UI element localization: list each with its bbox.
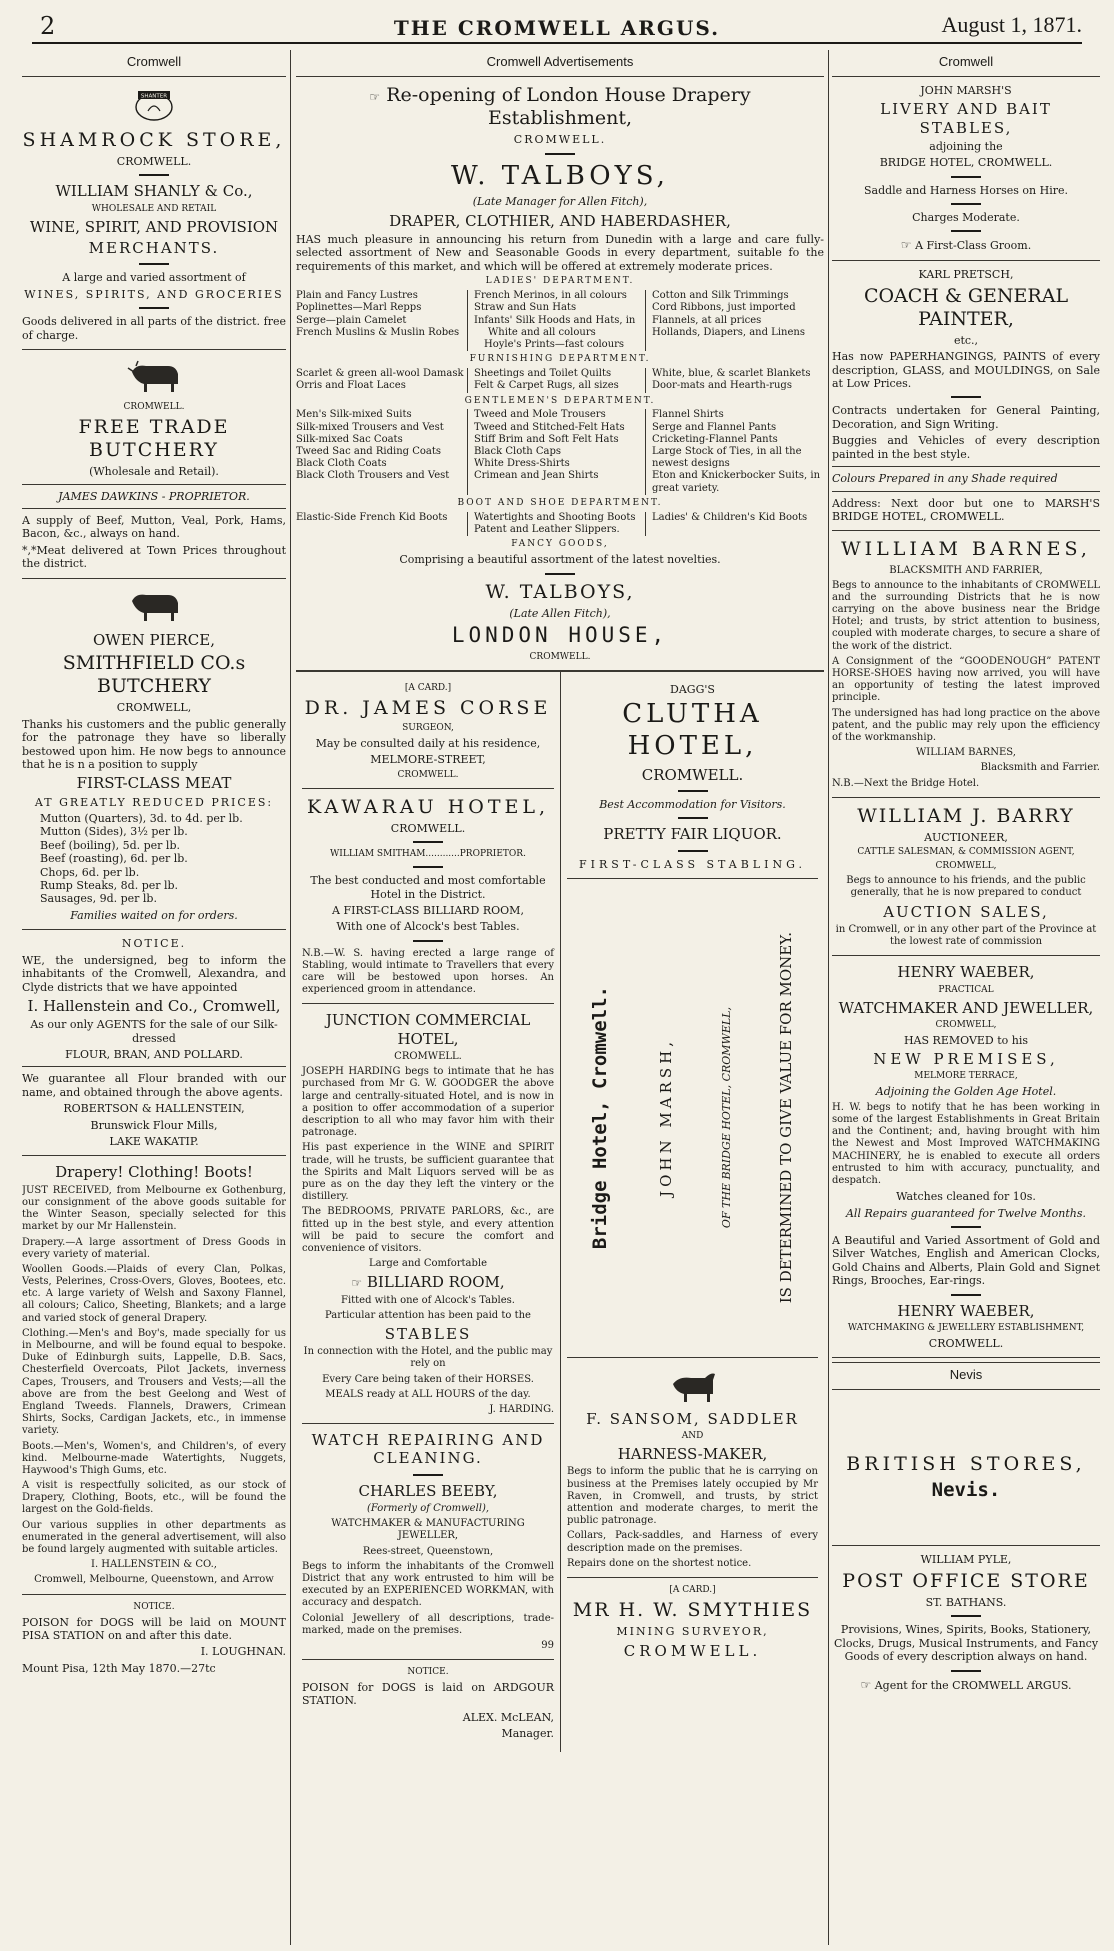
list-item: Scarlet & green all-wool Damask <box>296 368 464 380</box>
page-number: 2 <box>40 12 56 40</box>
ad-sign: Blacksmith and Farrier. <box>980 762 1100 774</box>
ad-name: KARL PRETSCH, <box>918 268 1014 282</box>
ad-title: LIVERY AND BAIT STABLES, <box>880 100 1052 137</box>
list-item: Cotton and Silk Trimmings <box>652 290 789 302</box>
ad-text: FIRST-CLASS STABLING. <box>579 857 806 871</box>
left-column <box>22 50 286 1943</box>
ad-card: [A CARD.] <box>404 682 452 693</box>
ad-heading: AT GREATLY REDUCED PRICES: <box>34 795 274 809</box>
vertical-text: IS DETERMINED TO GIVE VALUE FOR MONEY. <box>777 932 796 1304</box>
ad-text: Watches cleaned for 10s. <box>896 1190 1036 1204</box>
ad-text: A First-Class Groom. <box>915 239 1032 253</box>
ad-place: CROMWELL. <box>529 651 591 662</box>
ad-prop: WILLIAM SMITHAM............PROPRIETOR. <box>330 849 526 860</box>
list-item: Hollands, Diapers, and Linens <box>652 326 805 338</box>
vertical-text: OF THE BRIDGE HOTEL, CROMWELL, <box>719 1007 733 1229</box>
ad-text: Charges Moderate. <box>912 211 1020 225</box>
ad-text: Colonial Jewellery of all descriptions, trade-marked, made on the premises. <box>302 1612 554 1636</box>
dr-corse-card <box>302 676 554 789</box>
ad-text: Begs to inform the inhabitants of the Cromwell District that any work entrusted to him will be executed by an EXPERIENCED WORKMAN, with accuracy and despatch. <box>302 1560 554 1609</box>
ad-title: SHAMROCK STORE, <box>22 128 286 151</box>
ad-trade: HARNESS-MAKER, <box>617 1445 768 1464</box>
list-item: Ladies' & Children's Kid Boots <box>652 511 808 523</box>
price-item: Beef (boiling), 5d. per lb. <box>40 838 180 852</box>
ad-title: WILLIAM BARNES, <box>841 538 1091 561</box>
list-item: Stiff Brim and Soft Felt Hats <box>474 433 619 445</box>
ad-text: A visit is respectfully solicited, as our stock of Drapery, Clothing, Boots, etc., will be found the largest on the Gold-fields. <box>22 1480 286 1516</box>
ad-text: MELMORE TERRACE, <box>914 1071 1018 1082</box>
ad-place: CROMWELL. <box>394 1051 462 1063</box>
ad-house: LONDON HOUSE, <box>451 623 669 648</box>
list-item: Flannel Shirts <box>652 409 724 421</box>
clutha-hotel-ad <box>567 676 818 879</box>
ad-sign: HENRY WAEBER, <box>897 1301 1035 1320</box>
list-item: Sheetings and Toilet Quilts <box>474 368 612 380</box>
section-header: Nevis <box>832 1362 1100 1390</box>
ad-place: CROMWELL. <box>123 401 185 412</box>
list-item: Orris and Float Laces <box>296 380 406 392</box>
ad-text: Repairs done on the shortest notice. <box>567 1557 752 1569</box>
ad-text: With one of Alcock's best Tables. <box>336 920 520 934</box>
vertical-text: Bridge Hotel, Cromwell. <box>589 986 612 1250</box>
list-item: French Merinos, in all colours <box>474 290 627 302</box>
list-item: Door-mats and Hearth-rugs <box>652 380 792 392</box>
smythies-card <box>567 1578 818 1667</box>
shamrock-emblem-icon <box>124 85 184 125</box>
barnes-blacksmith-ad <box>832 531 1100 797</box>
ad-text: Best Accommodation for Visitors. <box>599 797 786 811</box>
furnishing-department-table <box>296 368 824 392</box>
british-stores-ad <box>832 1390 1100 1546</box>
beeby-watch-ad <box>302 1424 554 1660</box>
ad-card: [A CARD.] <box>669 1584 716 1595</box>
pretsch-painter-ad <box>832 261 1100 531</box>
ad-text: Comprising a beautiful assortment of the latest novelties. <box>399 553 721 567</box>
ad-trade: DRAPER, CLOTHIER, AND HABERDASHER, <box>389 211 731 230</box>
ad-text: POISON for DOGS is laid on ARDGOUR STATION. <box>302 1681 554 1708</box>
ad-text: All Repairs guaranteed for Twelve Months. <box>845 1206 1087 1220</box>
ad-title: BRITISH STORES, <box>846 1453 1086 1476</box>
ad-text: Saddle and Harness Horses on Hire. <box>863 183 1069 197</box>
ad-title: POST OFFICE STORE <box>842 1569 1090 1592</box>
pointing-hand-icon: ☞ <box>860 1677 872 1692</box>
ad-text: Begs to announce to his friends, and the public generally, that he is now prepared to conduct <box>846 875 1086 899</box>
ad-text: Agent for the CROMWELL ARGUS. <box>874 1678 1072 1692</box>
list-item: Black Cloth Coats <box>296 458 387 470</box>
department-heading: LADIES' DEPARTMENT. <box>485 276 635 287</box>
column-header: Cromwell <box>832 50 1100 77</box>
ad-text: WE, the undersigned, beg to inform the inhabitants of the Cromwell, Alexandra, and Clyde districts that we have appointed <box>22 953 286 994</box>
ad-number: 99 <box>541 1639 554 1651</box>
ad-text: MEALS ready at ALL HOURS of the day. <box>325 1388 531 1400</box>
ad-text: As our only AGENTS for the sale of our Silk-dressed <box>30 1018 278 1045</box>
ad-text: A Beautiful and Varied Assortment of Gold and Silver Watches, English and American Clocks, Gold Chains and Alberts, Plain Gold and Signet Rings, Brooches, Ear-rings. <box>832 1233 1100 1288</box>
ad-place: CROMWELL, <box>935 861 997 872</box>
ad-owner: DAGG'S <box>670 682 715 696</box>
ad-owner: OWEN PIERCE, <box>92 630 215 649</box>
column-divider <box>828 50 829 1945</box>
column-divider <box>290 50 291 1945</box>
column-header: Cromwell Advertisements <box>296 50 824 77</box>
ad-sign: LAKE WAKATIP. <box>109 1135 199 1149</box>
ad-text: Clothing.—Men's and Boy's, made specially for us in Melbourne, and will be found equal to bespoke. Duke of Edinburgh suits, Lappelle, D.B. Sacs, Chesterfield Overcoats, Pilot Jackets, inverness Capes, Trousers, and Trousers and Vests;—all the above are from the best Geelong and West of England Tweeds. Flannels, Drawers, Crimean Shirts, Socks, Cardigan Jackets, etc., in immense variety. <box>22 1327 286 1437</box>
ad-proprietor: JAMES DAWKINS - PROPRIETOR. <box>58 489 250 503</box>
ad-text: Provisions, Wines, Spirits, Books, Stationery, Clocks, Drugs, Musical Instruments, and Fancy Goods of every description always on hand. <box>833 1623 1099 1664</box>
ad-and: AND <box>681 1431 704 1442</box>
kawarau-hotel-ad <box>302 789 554 1005</box>
department-heading: GENTLEMEN'S DEPARTMENT. <box>464 395 656 406</box>
ad-business: MERCHANTS. <box>88 239 220 257</box>
ad-firm: I. Hallenstein and Co., Cromwell, <box>27 996 281 1015</box>
ad-trade: WHOLESALE AND RETAIL <box>91 203 217 214</box>
ad-place: Nevis. <box>931 1479 1001 1502</box>
ad-text: in Cromwell, or in any other part of the Province at the lowest rate of commission <box>835 923 1097 948</box>
marsh-livery-ad <box>832 77 1100 261</box>
ad-text: Begs to inform the public that he is carrying on business at the Premises lately occupied by Mr Raven, in Cromwell, and trusts, by strict attention and moderate charges, to merit the public patronage. <box>567 1466 818 1527</box>
ad-text: A FIRST-CLASS BILLIARD ROOM, <box>332 903 524 917</box>
ad-date: Mount Pisa, 12th May 1870.—27tc <box>22 1661 216 1675</box>
middle-left-subcolumn <box>296 672 560 1752</box>
ad-text: In connection with the Hotel, and the public may rely on <box>303 1346 553 1370</box>
ad-text: Fitted with one of Alcock's Tables. <box>341 1294 515 1306</box>
ladies-department-table <box>296 290 824 351</box>
ad-text: The best conducted and most comfortable Hotel in the District. <box>310 874 546 901</box>
hallenstein-drapery-ad <box>22 1156 286 1594</box>
ad-sign: Cromwell, Melbourne, Queenstown, and Arrow <box>34 1574 274 1586</box>
ad-text: BRIDGE HOTEL, CROMWELL. <box>879 156 1053 170</box>
list-item: White, blue, & scarlet Blankets <box>652 368 811 380</box>
issue-date: August 1, 1871. <box>941 12 1082 37</box>
ad-place: CROMWELL. <box>513 133 607 147</box>
middle-right-subcolumn <box>560 672 824 1752</box>
list-item: Tweed and Mole Trousers <box>474 409 606 421</box>
ad-text: PRETTY FAIR LIQUOR. <box>603 825 782 844</box>
ad-place: Rees-street, Queenstown, <box>362 1545 494 1557</box>
ad-text: Our various supplies in other departments as enumerated in the general advertisement, will also be found largely augmented with suitable articles. <box>22 1519 286 1556</box>
list-item: Silk-mixed Trousers and Vest <box>296 421 444 433</box>
ad-text: BILLIARD ROOM, <box>366 1273 505 1292</box>
ad-text: MELMORE-STREET, <box>370 753 486 767</box>
list-item: Serge and Flannel Pants <box>652 421 777 433</box>
ad-text: HAS REMOVED to his <box>903 1033 1029 1047</box>
ad-heading: NOTICE. <box>407 1667 449 1678</box>
ad-place: CROMWELL. <box>390 821 466 835</box>
price-list <box>22 812 286 906</box>
pointing-hand-icon: ☞ <box>351 1276 363 1291</box>
ad-place: ST. BATHANS. <box>925 1596 1007 1610</box>
ad-text: Thanks his customers and the public generally for the patronage they have so liberally bestowed upon him. He now begs to announce that he is n a position to supply <box>22 717 286 771</box>
ad-sign: ROBERTSON & HALLENSTEIN, <box>63 1102 245 1116</box>
smithfield-butchery-ad <box>22 579 286 931</box>
ad-text: JUST RECEIVED, from Melbourne ex Gothenburg, our consignment of the above goods suitable for the Winter Season, specially selected for this market by our Mr Hallenstein. <box>22 1184 286 1233</box>
ad-name: WILLIAM PYLE, <box>920 1553 1012 1567</box>
pointing-hand-icon: ☞ <box>369 89 381 104</box>
column-header: Cromwell <box>22 50 286 77</box>
ad-text: Goods delivered in all parts of the district. free of charge. <box>22 315 286 342</box>
mount-pisa-notice-ad <box>22 1595 286 1683</box>
ad-sign: WILLIAM BARNES, <box>916 747 1016 759</box>
ad-place: CROMWELL. <box>641 765 744 784</box>
ad-title: COACH & GENERAL PAINTER, <box>863 284 1069 330</box>
list-item: Infants' Silk Hoods and Hats, in <box>474 314 636 326</box>
ad-sign: J. HARDING. <box>489 1403 554 1415</box>
ad-place: CROMWELL, <box>935 1019 997 1030</box>
ad-business: WINE, SPIRIT, AND PROVISION <box>29 217 279 236</box>
waeber-watchmaker-ad <box>832 956 1100 1358</box>
ad-sign: ALEX. McLEAN, <box>462 1710 554 1724</box>
ad-name: CHARLES BEEBY, <box>358 1481 498 1500</box>
ad-title: SMITHFIELD CO.s BUTCHERY <box>62 651 246 698</box>
ad-role: Manager. <box>501 1727 554 1741</box>
ad-title: CLUTHA HOTEL, <box>622 699 763 761</box>
list-item: Eton and Knickerbocker Suits, in great variety. <box>652 470 821 494</box>
ad-trade: BLACKSMITH AND FARRIER, <box>889 564 1043 576</box>
list-item: Poplinettes—Marl Repps <box>296 302 422 314</box>
ad-title: KAWARAU HOTEL, <box>306 795 550 818</box>
list-item: Black Cloth Caps <box>474 446 562 458</box>
price-item: Mutton (Sides), 3½ per lb. <box>40 825 188 839</box>
ad-sub: (Late Manager for Allen Fitch), <box>472 195 648 209</box>
list-item: Cricketing-Flannel Pants <box>652 433 778 445</box>
ad-headline: Re-opening of London House Drapery Establishment, <box>386 83 751 130</box>
ad-title: WATCHMAKER AND JEWELLER, <box>838 998 1094 1017</box>
department-heading: FANCY GOODS, <box>511 539 609 550</box>
ad-role: AUCTIONEER, <box>924 830 1008 844</box>
ad-text: CATTLE SALESMAN, & COMMISSION AGENT, <box>857 847 1075 858</box>
list-item: White Dress-Shirts <box>474 458 570 470</box>
price-item: Chops, 6d. per lb. <box>40 865 140 879</box>
ad-text: Begs to announce to the inhabitants of CROMWELL and the surrounding Districts that he is now carrying on the above business near the Bridge Hotel; and trusts, by strict attention to business, coupled with moderate charges, to secure a share of the work of the district. <box>832 579 1100 652</box>
ad-sign: CROMWELL. <box>928 1336 1004 1350</box>
ad-role: SURGEON, <box>402 722 454 733</box>
list-item: Men's Silk-mixed Suits <box>296 409 412 421</box>
ad-title: DR. JAMES CORSE <box>304 696 552 719</box>
ad-text: JOSEPH HARDING begs to intimate that he has purchased from Mr G. W. GOODGER the above large and centrally-situated Hotel, and is now in a position to offer accommodation of a superior description to all who may favor him with their patronage. <box>302 1066 554 1139</box>
ad-owner: WILLIAM SHANLY & Co., <box>55 182 253 201</box>
sansom-saddler-ad <box>567 1358 818 1578</box>
ad-title: WILLIAM J. BARRY <box>857 804 1075 827</box>
ad-footer: Families waited on for orders. <box>70 908 238 922</box>
list-item: Plain and Fancy Lustres <box>296 290 418 302</box>
ad-title: JUNCTION COMMERCIAL HOTEL, <box>325 1011 531 1048</box>
department-heading: FURNISHING DEPARTMENT. <box>469 354 651 365</box>
ad-text: STABLES <box>384 1324 472 1343</box>
ad-heading: NOTICE. <box>121 937 187 951</box>
price-item: Mutton (Quarters), 3d. to 4d. per lb. <box>40 812 243 826</box>
price-item: Beef (roasting), 6d. per lb. <box>40 852 188 866</box>
list-item: Hoyle's Prints—fast colours <box>484 338 625 350</box>
list-item: White and all colours <box>488 326 596 338</box>
ad-sub: (Late Allen Fitch), <box>509 606 611 620</box>
ad-text: *,*Meat delivered at Town Prices throughout the district. <box>22 543 286 571</box>
ad-text: Contracts undertaken for General Painting, Decoration, and Sign Writing. <box>832 404 1100 431</box>
price-item: Sausages, 9d. per lb. <box>40 892 157 906</box>
list-item: Black Cloth Trousers and Vest <box>296 470 450 482</box>
ad-text: A large and varied assortment of <box>62 271 246 285</box>
vertical-text: JOHN MARSH, <box>656 1038 675 1198</box>
ad-text: Drapery.—A large assortment of Dress Goods in every variety of material. <box>22 1236 286 1260</box>
ad-place: CROMWELL. <box>116 155 192 169</box>
price-item: Rump Steaks, 8d. per lb. <box>40 879 179 893</box>
flour-notice-ad <box>22 930 286 1156</box>
ad-text: Particular attention has been paid to the <box>325 1309 531 1321</box>
ad-text: WINES, SPIRITS, AND GROCERIES <box>24 287 284 301</box>
masthead <box>32 8 1082 44</box>
ad-text: Every Care being taken of their HORSES. <box>322 1373 534 1385</box>
barry-auctioneer-ad <box>832 798 1100 957</box>
ad-text: HAS much pleasure in announcing his return from Dunedin with a large and care fully-selected assortment of New and Seasonable Goods in every department, suitable fo the requirements of this market, and which will be offered at extremely moderate prices. <box>296 233 824 273</box>
ad-place: CROMWELL. <box>397 769 459 780</box>
ad-text: Buggies and Vehicles of every description painted in the best style. <box>832 434 1100 461</box>
ad-title: WATCH REPAIRING AND CLEANING. <box>311 1431 545 1468</box>
ad-text: The BEDROOMS, PRIVATE PARLORS, &c., are fitted up in the best style, and every attention will be paid to secure the comfort and convenience of visitors. <box>302 1206 554 1254</box>
right-column <box>832 50 1100 1943</box>
list-item: Watertights and Shooting Boots <box>474 511 636 523</box>
ad-text: etc., <box>953 333 979 347</box>
ad-text: His past experience in the WINE and SPIRIT trade, will he trusts, be sufficient guarantee that the Spirits and Malt Liquors served will be as pure as on the day they left the vintery or the distillery. <box>302 1142 554 1203</box>
list-item: Elastic-Side French Kid Boots <box>296 511 448 523</box>
ad-sign: W. TALBOYS, <box>485 580 635 603</box>
middle-subcolumns <box>296 671 824 1752</box>
ad-heading: NOTICE. <box>133 1601 175 1612</box>
ad-role: MINING SURVEYOR, <box>616 1625 769 1639</box>
ad-title: Drapery! Clothing! Boots! <box>55 1163 253 1182</box>
ad-text: A supply of Beef, Mutton, Veal, Pork, Hams, Bacon, &c., always on hand. <box>22 514 286 541</box>
ad-title: F. SANSOM, SADDLER <box>586 1409 799 1428</box>
ad-title: MR H. W. SMYTHIES <box>572 1598 813 1621</box>
department-heading: BOOT AND SHOE DEPARTMENT. <box>457 497 663 508</box>
ad-title: W. TALBOYS, <box>451 160 669 191</box>
ad-text: Colours Prepared in any Shade required <box>832 472 1058 486</box>
gentlemens-department-table <box>296 409 824 494</box>
ad-sign: WATCHMAKING & JEWELLERY ESTABLISHMENT, <box>847 1322 1085 1333</box>
list-item: Patent and Leather Slippers. <box>474 523 620 535</box>
free-trade-butchery-ad <box>22 350 286 579</box>
pointing-hand-icon: ☞ <box>900 238 912 253</box>
ad-place: CROMWELL, <box>116 701 192 715</box>
boot-department-table <box>296 512 824 536</box>
ad-text: Woollen Goods.—Plaids of every Clan, Polkas, Vests, Pelerines, Cross-Overs, Gloves, Bootees, etc. etc. A large variety of Welsh and Saxony Flannel, all colours; Calico, Sheeting, Blankets; and a large and varied stock of general Drapery. <box>22 1263 286 1324</box>
ardgour-notice-ad <box>302 1660 554 1748</box>
horse-icon <box>663 1366 723 1406</box>
list-item: Flannels, at all prices <box>652 314 762 326</box>
ad-text: N.B.—Next the Bridge Hotel. <box>832 777 980 789</box>
list-item: Straw and Sun Hats <box>474 302 577 314</box>
ad-text: adjoining the <box>929 139 1003 153</box>
ad-text: Address: Next door but one to MARSH'S BRIDGE HOTEL, CROMWELL. <box>832 496 1100 523</box>
ad-text: We guarantee all Flour branded with our name, and obtained through the above agents. <box>22 1072 286 1099</box>
ad-text: POISON for DOGS will be laid on MOUNT PISA STATION on and after this date. <box>22 1615 286 1642</box>
list-item: Tweed Sac and Riding Coats <box>296 446 441 458</box>
ad-text: A Consignment of the “GOODENOUGH” PATENT HORSE-SHOES having now arrived, you will have an opportunity of testing the latest improved principle. <box>832 655 1100 704</box>
ad-name: HENRY WAEBER, <box>897 963 1035 982</box>
list-item: Crimean and Jean Shirts <box>474 470 599 482</box>
ad-text: Large and Comfortable <box>368 1258 488 1270</box>
ad-owner: JOHN MARSH'S <box>920 83 1012 97</box>
ad-text: PRACTICAL <box>938 984 994 995</box>
ad-heading: FLOUR, BRAN, AND POLLARD. <box>65 1048 243 1062</box>
ad-text: The undersigned has had long practice on the above patent, and the public may rely upon the efficiency of the workmanship. <box>832 707 1100 743</box>
ad-sign: I. HALLENSTEIN & CO., <box>91 1559 217 1571</box>
newspaper-title: THE CROMWELL ARGUS. <box>393 16 721 40</box>
ad-text: Boots.—Men's, Women's, and Children's, of every kind. Melbourne-made Watertights, Nuggets, Haywood's Thigh Gums, etc. <box>22 1440 286 1476</box>
list-item: Felt & Carpet Rugs, all sizes <box>474 380 619 392</box>
ad-sign: I. LOUGHNAN. <box>200 1645 286 1659</box>
ad-text: H. W. begs to notify that he has been working in some of the largest Establishments in Great Britain and the Continent; and, having brought with him the Newest and Most Improved WATCHMAKING MACHINERY, he is enabled to execute all orders entrusted to him with accuracy, punctuality, and despatch. <box>832 1101 1100 1186</box>
emblem-label: SHANTER <box>140 93 168 100</box>
ad-sub: (Formerly of Cromwell), <box>366 1503 490 1515</box>
ad-heading: FIRST-CLASS MEAT <box>76 774 232 793</box>
list-item: French Muslins & Muslin Robes <box>296 326 460 338</box>
ad-text: AUCTION SALES, <box>883 902 1049 921</box>
ad-text: N.B.—W. S. having erected a large range of Stabling, would intimate to Travellers that every care will be bestowed upon horses. An experienced groom in attendance. <box>302 947 554 996</box>
list-item: Silk-mixed Sac Coats <box>296 433 403 445</box>
ox-icon <box>124 587 184 627</box>
ad-title: FREE TRADE BUTCHERY <box>78 415 230 462</box>
shamrock-store-ad <box>22 77 286 350</box>
ad-text: Adjoining the Golden Age Hotel. <box>875 1085 1057 1099</box>
ad-text: Collars, Pack-saddles, and Harness of every description made on the premises. <box>567 1530 818 1554</box>
ad-sub: (Wholesale and Retail). <box>89 465 219 479</box>
pyle-store-ad <box>832 1546 1100 1699</box>
bridge-hotel-vertical-ad <box>567 879 818 1358</box>
ad-trade: WATCHMAKER & MANUFACTURING JEWELLER, <box>331 1518 525 1542</box>
list-item: Tweed and Stitched-Felt Hats <box>474 421 625 433</box>
ad-text: NEW PREMISES, <box>873 1050 1059 1069</box>
ad-text: Has now PAPERHANGINGS, PAINTS of every description, GLASS, and MOULDINGS, on Sale at Low Prices. <box>832 350 1100 391</box>
talboys-ad <box>296 77 824 671</box>
ad-place: CROMWELL. <box>623 1641 762 1660</box>
ad-sign: Brunswick Flour Mills, <box>90 1118 218 1132</box>
ad-text: May be consulted daily at his residence, <box>315 736 541 750</box>
ox-icon <box>124 358 184 398</box>
junction-hotel-ad <box>302 1004 554 1424</box>
list-item: Serge—plain Camelet <box>296 314 407 326</box>
list-item: Cord Ribbons, just imported <box>652 302 796 314</box>
middle-column <box>296 50 824 1943</box>
list-item: Large Stock of Ties, in all the newest designs <box>652 446 802 470</box>
